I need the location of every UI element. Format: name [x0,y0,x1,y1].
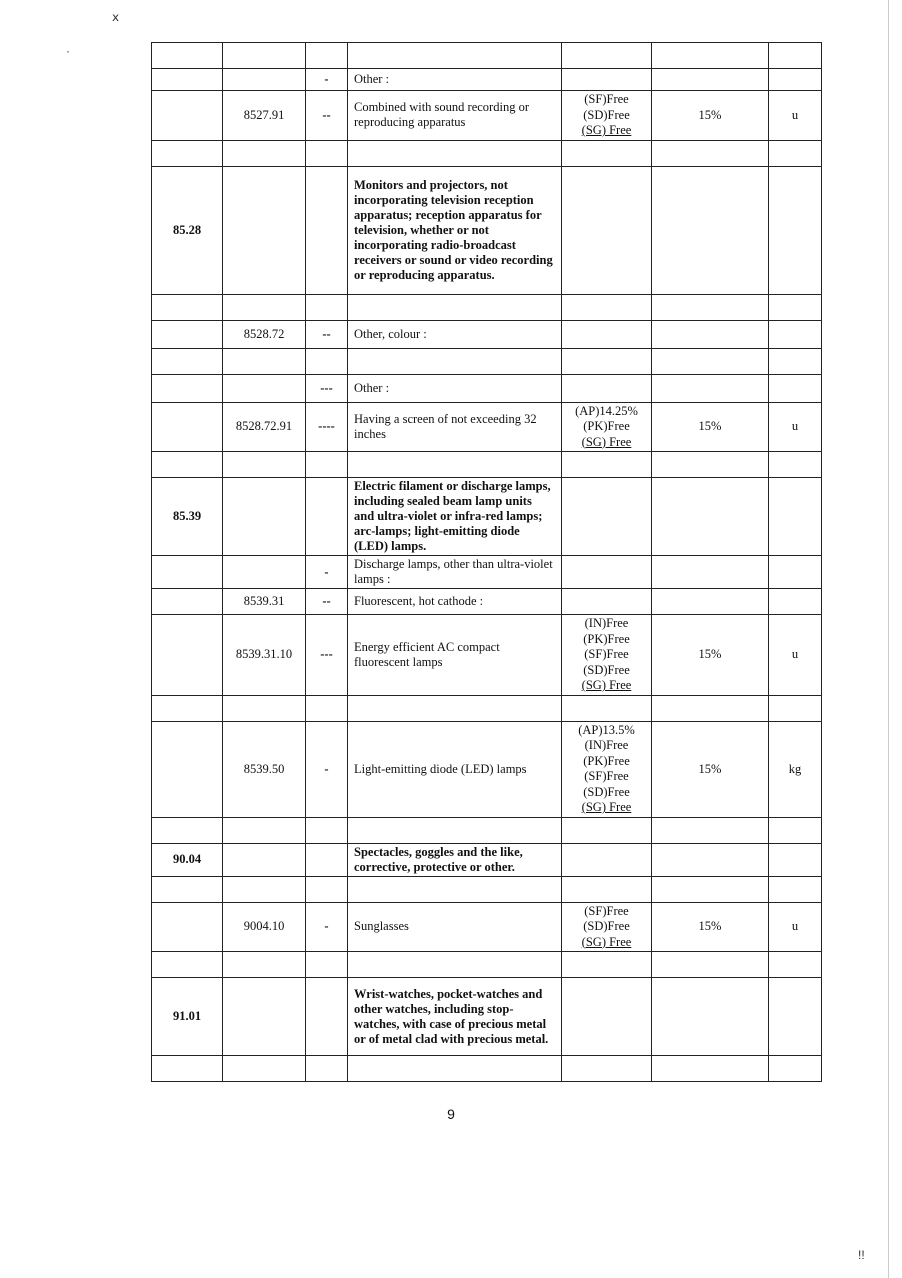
empty-cell [562,348,652,374]
description-cell: Spectacles, goggles and the like, corrective, protective or other. [348,843,562,876]
tariff-code-cell [223,478,306,556]
spacer-row [152,952,822,978]
description-cell: Light-emitting diode (LED) lamps [348,721,562,817]
general-rate-cell [652,589,769,615]
spacer-row [152,140,822,166]
empty-cell [348,348,562,374]
preferential-rate: (AP)14.25% [575,403,638,418]
heading-number-cell [152,902,223,952]
spacer-row [152,1056,822,1082]
dash-level-cell: - [306,69,348,91]
tariff-row [152,556,822,589]
empty-cell [652,348,769,374]
empty-cell [348,140,562,166]
tariff-code-cell: 8539.31 [223,589,306,615]
empty-cell [152,348,223,374]
preferential-rate: (SD)Free [583,784,630,799]
empty-cell [223,452,306,478]
empty-cell [769,876,822,902]
preferential-rate-cell [562,902,652,952]
heading-number-cell [152,91,223,141]
empty-cell [652,817,769,843]
preferential-rate: (SD)Free [583,662,630,677]
empty-cell [562,817,652,843]
empty-cell [562,43,652,69]
empty-cell [152,43,223,69]
heading-number-cell [152,589,223,615]
empty-cell [223,817,306,843]
empty-cell [769,695,822,721]
empty-cell [306,876,348,902]
dash-level-cell: --- [306,374,348,402]
empty-cell [348,695,562,721]
empty-cell [769,140,822,166]
general-rate-cell: 15% [652,902,769,952]
unit-cell [769,978,822,1056]
tariff-row [152,69,822,91]
unit-cell: u [769,91,822,141]
tariff-code-cell [223,978,306,1056]
dash-level-cell: - [306,721,348,817]
tariff-row [152,978,822,1056]
preferential-rate: (SD)Free [583,919,630,933]
heading-number-cell [152,402,223,452]
description-cell: Energy efficient AC compact fluorescent lamps [348,615,562,696]
preferential-rate-cell [562,589,652,615]
empty-cell [348,294,562,320]
empty-cell [306,348,348,374]
tariff-row [152,320,822,348]
description-cell: Wrist-watches, pocket-watches and other watches, including stop-watches, with case of precious metal or of metal clad with precious metal. [348,978,562,1056]
heading-number-cell: 85.39 [152,478,223,556]
scan-mark: · [66,44,70,58]
description-cell: Combined with sound recording or reproducing apparatus [348,91,562,141]
unit-cell [769,589,822,615]
empty-cell [348,876,562,902]
heading-number-cell [152,69,223,91]
tariff-row [152,902,822,952]
unit-cell: kg [769,721,822,817]
dash-level-cell: -- [306,91,348,141]
tariff-code-cell [223,374,306,402]
empty-cell [562,1056,652,1082]
empty-cell [223,348,306,374]
spacer-row [152,294,822,320]
dash-level-cell [306,843,348,876]
empty-cell [348,1056,562,1082]
preferential-rate: (SG) Free [581,434,632,449]
empty-cell [652,695,769,721]
empty-cell [769,817,822,843]
empty-cell [652,952,769,978]
scan-edge-line [888,0,889,1278]
empty-cell [348,43,562,69]
tariff-row [152,478,822,556]
unit-cell [769,320,822,348]
dash-level-cell: ---- [306,402,348,452]
unit-cell [769,843,822,876]
spacer-row [152,43,822,69]
tariff-row [152,589,822,615]
preferential-rate: (IN)Free [584,738,629,752]
empty-cell [306,952,348,978]
general-rate-cell [652,320,769,348]
description-cell: Fluorescent, hot cathode : [348,589,562,615]
dash-level-cell [306,978,348,1056]
general-rate-cell [652,478,769,556]
general-rate-cell: 15% [652,721,769,817]
empty-cell [562,952,652,978]
preferential-rate-cell [562,320,652,348]
tariff-code-cell [223,166,306,294]
empty-cell [562,695,652,721]
preferential-rate-cell [562,91,652,141]
empty-cell [152,452,223,478]
general-rate-cell [652,978,769,1056]
preferential-rate: (SF)Free [584,903,629,918]
empty-cell [223,140,306,166]
preferential-rate-cell [562,615,652,696]
tariff-code-cell: 8539.31.10 [223,615,306,696]
empty-cell [562,140,652,166]
empty-cell [152,817,223,843]
dash-level-cell [306,166,348,294]
unit-cell: u [769,402,822,452]
preferential-rate: (SG) Free [581,678,632,692]
description-cell: Other, colour : [348,320,562,348]
preferential-rate: (SF)Free [584,647,629,661]
preferential-rate: (AP)13.5% [578,722,635,737]
heading-number-cell [152,556,223,589]
empty-cell [306,1056,348,1082]
tariff-code-cell: 9004.10 [223,902,306,952]
preferential-rate: (SG) Free [581,800,632,814]
spacer-row [152,817,822,843]
empty-cell [306,140,348,166]
empty-cell [562,452,652,478]
empty-cell [306,452,348,478]
general-rate-cell [652,166,769,294]
tariff-row [152,91,822,141]
empty-cell [769,294,822,320]
dash-level-cell: -- [306,589,348,615]
empty-cell [769,952,822,978]
scan-mark: ⅹ [112,10,120,24]
unit-cell: u [769,615,822,696]
empty-cell [306,43,348,69]
preferential-rate: (SD)Free [583,107,630,122]
empty-cell [223,695,306,721]
empty-cell [152,876,223,902]
preferential-rate: (SF)Free [584,92,629,106]
empty-cell [652,452,769,478]
general-rate-cell [652,556,769,589]
preferential-rate-cell [562,478,652,556]
tariff-row [152,166,822,294]
tariff-code-cell: 8528.72 [223,320,306,348]
empty-cell [306,695,348,721]
dash-level-cell: - [306,902,348,952]
preferential-rate: (IN)Free [584,616,629,630]
description-cell: Electric filament or discharge lamps, including sealed beam lamp units and ultra-violet or infra-red lamps; arc-lamps; light-emitting diode (LED) lamps. [348,478,562,556]
dash-level-cell: - [306,556,348,589]
description-cell: Sunglasses [348,902,562,952]
tariff-code-cell: 8528.72.91 [223,402,306,452]
empty-cell [652,1056,769,1082]
empty-cell [152,952,223,978]
empty-cell [652,876,769,902]
preferential-rate: (SG) Free [581,934,632,949]
spacer-row [152,695,822,721]
spacer-row [152,452,822,478]
heading-number-cell: 85.28 [152,166,223,294]
preferential-rate-cell [562,402,652,452]
unit-cell [769,556,822,589]
general-rate-cell: 15% [652,91,769,141]
unit-cell [769,478,822,556]
description-cell: Other : [348,69,562,91]
empty-cell [652,294,769,320]
preferential-rate-cell [562,721,652,817]
general-rate-cell: 15% [652,615,769,696]
preferential-rate: (PK)Free [583,419,630,433]
tariff-row [152,615,822,696]
empty-cell [562,876,652,902]
empty-cell [769,1056,822,1082]
tariff-row [152,843,822,876]
general-rate-cell [652,374,769,402]
heading-number-cell [152,721,223,817]
empty-cell [306,294,348,320]
empty-cell [652,43,769,69]
dash-level-cell: --- [306,615,348,696]
heading-number-cell: 91.01 [152,978,223,1056]
empty-cell [348,817,562,843]
tariff-table-body [152,43,822,1082]
empty-cell [348,452,562,478]
tariff-row [152,374,822,402]
unit-cell [769,69,822,91]
empty-cell [223,43,306,69]
preferential-rate: (SG) Free [581,123,632,137]
empty-cell [223,1056,306,1082]
page-number: 9 [447,1106,455,1122]
empty-cell [223,952,306,978]
description-cell: Monitors and projectors, not incorporating television reception apparatus; reception apparatus for television, whether or not incorporating radio-broadcast receivers or sound or video recording or reproducing apparatus. [348,166,562,294]
heading-number-cell [152,615,223,696]
spacer-row [152,348,822,374]
description-cell: Other : [348,374,562,402]
empty-cell [348,952,562,978]
dash-level-cell: -- [306,320,348,348]
tariff-code-cell: 8539.50 [223,721,306,817]
dash-level-cell [306,478,348,556]
empty-cell [769,452,822,478]
empty-cell [769,348,822,374]
empty-cell [769,43,822,69]
preferential-rate-cell [562,978,652,1056]
empty-cell [652,140,769,166]
general-rate-cell: 15% [652,402,769,452]
tariff-code-cell [223,69,306,91]
heading-number-cell: 90.04 [152,843,223,876]
preferential-rate-cell [562,556,652,589]
tariff-table [151,42,822,1082]
empty-cell [152,294,223,320]
spacer-row [152,876,822,902]
unit-cell: u [769,902,822,952]
empty-cell [152,695,223,721]
general-rate-cell [652,843,769,876]
tariff-code-cell [223,843,306,876]
empty-cell [306,817,348,843]
corner-mark: !! [858,1248,865,1262]
preferential-rate-cell [562,166,652,294]
empty-cell [562,294,652,320]
preferential-rate-cell [562,374,652,402]
general-rate-cell [652,69,769,91]
unit-cell [769,166,822,294]
preferential-rate: (PK)Free [583,631,630,646]
tariff-row [152,402,822,452]
tariff-code-cell [223,556,306,589]
tariff-row [152,721,822,817]
preferential-rate: (PK)Free [583,753,630,768]
tariff-code-cell: 8527.91 [223,91,306,141]
preferential-rate: (SF)Free [584,769,629,783]
empty-cell [223,294,306,320]
preferential-rate-cell [562,69,652,91]
empty-cell [152,1056,223,1082]
empty-cell [152,140,223,166]
description-cell: Having a screen of not exceeding 32 inches [348,402,562,452]
unit-cell [769,374,822,402]
heading-number-cell [152,374,223,402]
description-cell: Discharge lamps, other than ultra-violet lamps : [348,556,562,589]
preferential-rate-cell [562,843,652,876]
empty-cell [223,876,306,902]
heading-number-cell [152,320,223,348]
